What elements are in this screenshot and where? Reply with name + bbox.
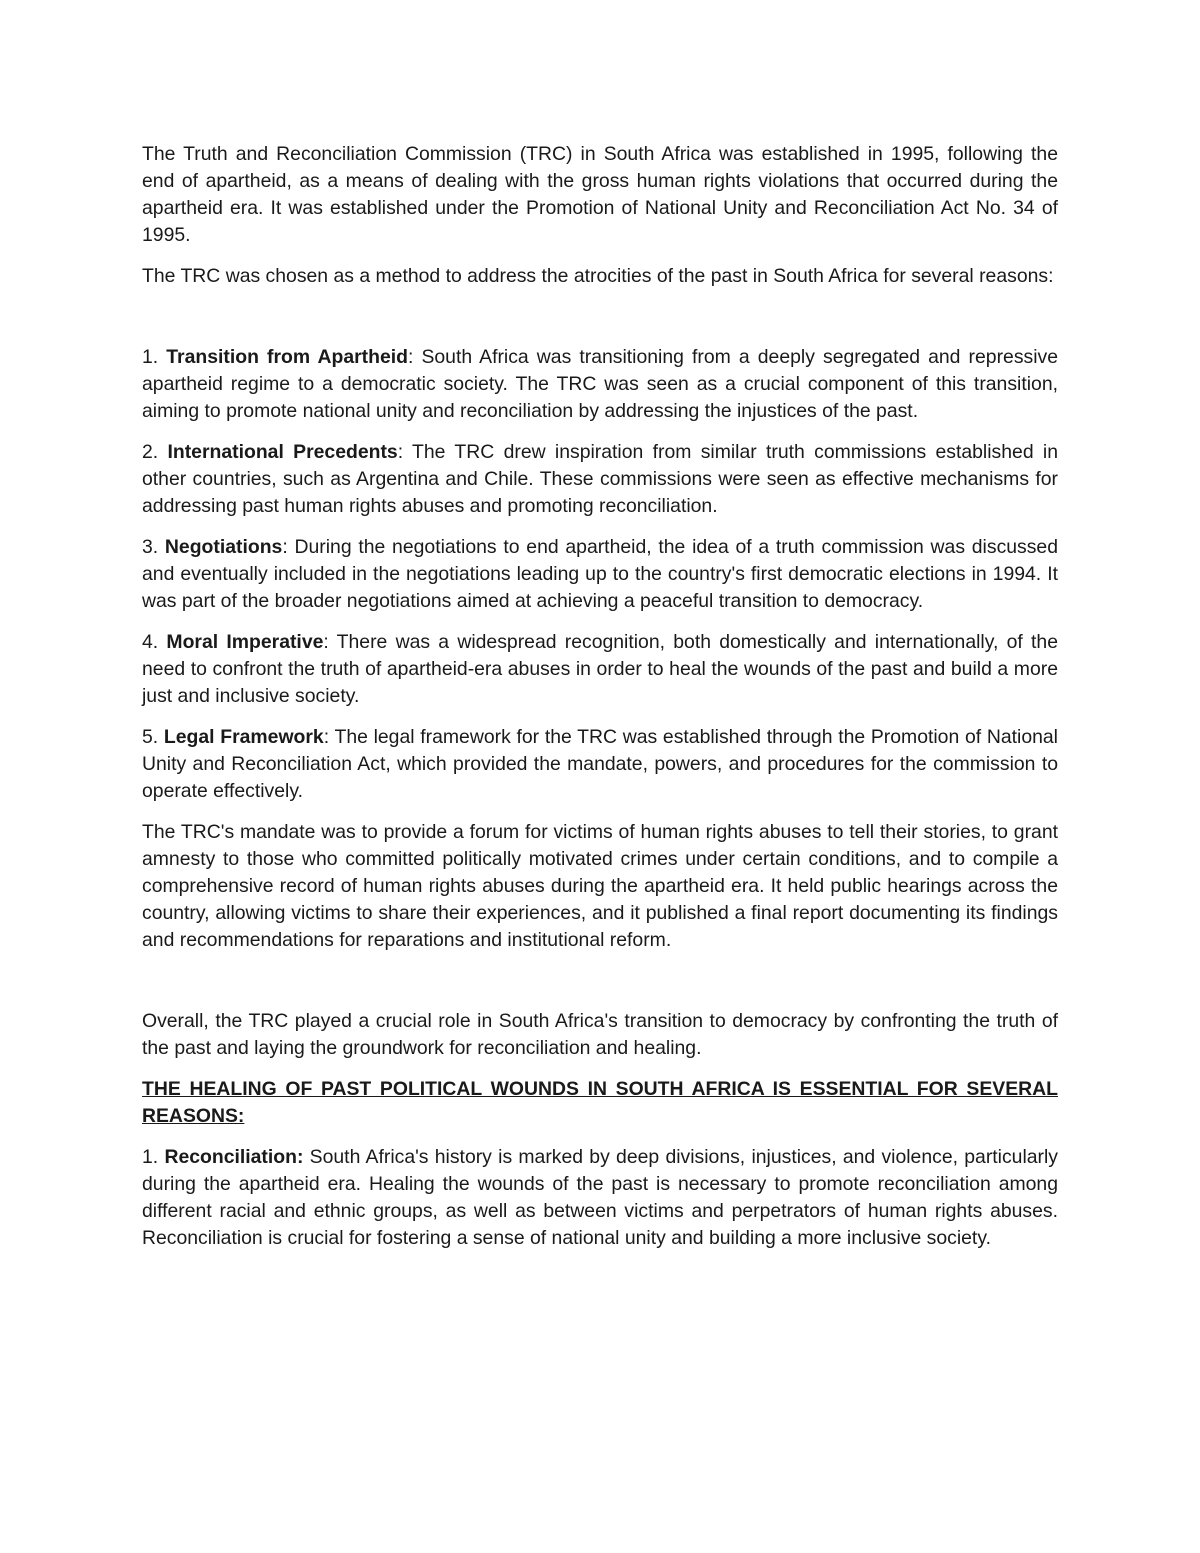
reason-title: Negotiations: [164, 536, 283, 558]
reason-number: 4.: [142, 631, 167, 653]
reason-title: International Precedents: [167, 441, 398, 463]
reason-text: : There was a widespread recognition, both domestically and internationally, of the need to confront the truth of apartheid-era abuses in order to heal the wounds of the past and build a more just and inclusive society.: [142, 631, 1058, 707]
reason-text: : During the negotiations to end apartheid, the idea of a truth commission was discussed and eventually included in the negotiations leading up to the country's first democratic elections in 1994. It was part of the broader negotiations aimed at achieving a peaceful transition to democracy.: [142, 536, 1059, 612]
reason-item: [142, 534, 1058, 615]
document-page: [142, 141, 1058, 1266]
reason-item: [142, 629, 1058, 710]
reason-number: 5.: [142, 726, 164, 748]
section-heading: THE HEALING OF PAST POLITICAL WOUNDS IN SOUTH AFRICA IS ESSENTIAL FOR SEVERAL REASONS:: [142, 1078, 1058, 1127]
healing-reason-item: [142, 1144, 1058, 1252]
reason-item: [142, 724, 1058, 805]
reason-title: Legal Framework: [163, 726, 324, 748]
reason-title: Moral Imperative: [166, 631, 324, 653]
intro-paragraph: The Truth and Reconciliation Commission (TRC) in South Africa was established in 1995, following the end of apartheid, as a means of dealing with the gross human rights violations that occurred during the apartheid era. It was established under the Promotion of National Unity and Reconciliation Act No. 34 of 1995.: [142, 143, 1058, 246]
reason-text: : South Africa was transitioning from a deeply segregated and repressive apartheid regime to a democratic society. The TRC was seen as a crucial component of this transition, aiming to promote national unity and reconciliation by addressing the injustices of the past.: [142, 346, 1058, 422]
healing-reason-title: Reconciliation:: [164, 1146, 304, 1168]
reason-item: [142, 439, 1058, 520]
reason-number: 3.: [142, 536, 165, 558]
reason-number: 2.: [142, 441, 168, 463]
overall-paragraph: Overall, the TRC played a crucial role in South Africa's transition to democracy by confronting the truth of the past and laying the groundwork for reconciliation and healing.: [142, 1010, 1058, 1059]
reason-number: 1.: [142, 346, 167, 368]
reason-text: : The legal framework for the TRC was established through the Promotion of National Unity and Reconciliation Act, which provided the mandate, powers, and procedures for the commission to operate effectively.: [142, 726, 1058, 802]
healing-reason-number: 1.: [142, 1146, 165, 1168]
healing-reason-text: South Africa's history is marked by deep divisions, injustices, and violence, particularly during the apartheid era. Healing the wounds of the past is necessary to promote reconciliation among different racial and ethnic groups, as well as between victims and perpetrators of human rights abuses. Reconciliation is crucial for fostering a sense of national unity and building a more inclusive society.: [142, 1146, 1059, 1249]
reason-item: [142, 344, 1058, 425]
reason-title: Transition from Apartheid: [166, 346, 408, 368]
intro-paragraph: The TRC was chosen as a method to address the atrocities of the past in South Africa for several reasons:: [142, 265, 1054, 287]
reason-text: : The TRC drew inspiration from similar truth commissions established in other countries, such as Argentina and Chile. These commissions were seen as effective mechanisms for addressing past human rights abuses and promoting reconciliation.: [142, 441, 1058, 517]
mandate-paragraph: The TRC's mandate was to provide a forum for victims of human rights abuses to tell their stories, to grant amnesty to those who committed politically motivated crimes under certain conditions, and to compile a comprehensive record of human rights abuses during the apartheid era. It held public hearings across the country, allowing victims to share their experiences, and it published a final report documenting its findings and recommendations for reparations and institutional reform.: [142, 821, 1058, 951]
